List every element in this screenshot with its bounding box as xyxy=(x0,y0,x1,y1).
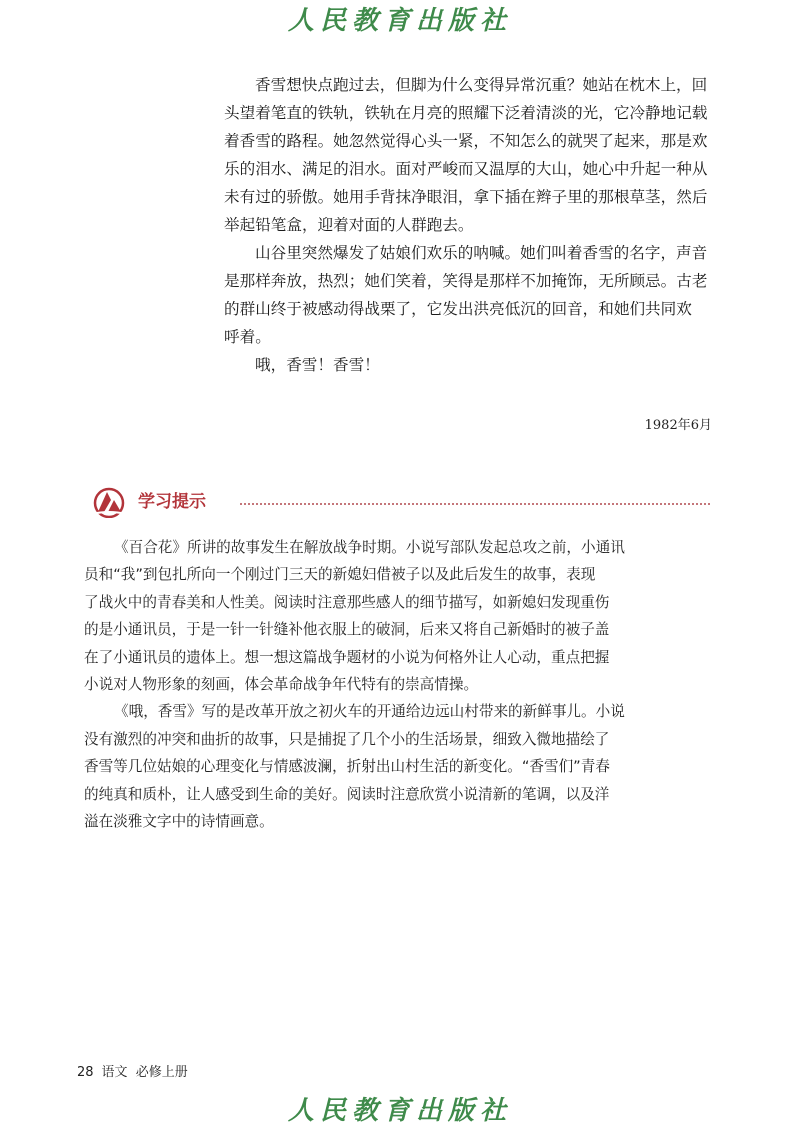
text-line: 了战火中的青春美和人性美。阅读时注意那些感人的细节描写，如新媳妇发现重伤 xyxy=(84,593,610,611)
page-number: 28 xyxy=(77,1065,94,1080)
text-line: 溢在淡雅文字中的诗情画意。 xyxy=(84,813,274,831)
study-tips-header xyxy=(90,486,710,520)
text-line: 小说对人物形象的刻画，体会革命战争年代特有的崇高情操。 xyxy=(84,676,479,694)
tips-paragraph xyxy=(84,698,716,835)
text-line: 是那样奔放，热烈；她们笑着，笑得是那样不加掩饰，无所顾忌。古老 xyxy=(224,272,708,290)
text-line: 呼着。 xyxy=(224,328,271,346)
text-line: 在了小通讯员的遗体上。想一想这篇战争题材的小说为何格外让人心动，重点把握 xyxy=(84,648,610,666)
tips-paragraph xyxy=(84,534,716,698)
study-tips-body xyxy=(84,534,716,835)
text-line: 的群山终于被感动得战栗了，它发出洪亮低沉的回音，和她们共同欢 xyxy=(224,300,692,318)
story-date: 1982年6月 xyxy=(644,418,712,433)
text-line: 没有激烈的冲突和曲折的故事，只是捕捉了几个小的生活场景，细致入微地描绘了 xyxy=(84,730,610,748)
text-line: 乐的泪水、满足的泪水。面对严峻而又温厚的大山，她心中升起一种从 xyxy=(224,160,708,178)
text-line: 香雪等几位姑娘的心理变化与情感波澜，折射出山村生活的新变化。“香雪们”青春 xyxy=(84,758,610,776)
study-tips-icon xyxy=(90,486,128,518)
story-excerpt xyxy=(224,71,720,379)
text-line: 着香雪的路程。她忽然觉得心头一紧，不知怎么的就哭了起来，那是欢 xyxy=(224,132,708,150)
text-line: 山谷里突然爆发了姑娘们欢乐的呐喊。她们叫着香雪的名字，声音 xyxy=(255,244,708,262)
text-line: 的纯真和质朴，让人感受到生命的美好。阅读时注意欣赏小说清新的笔调，以及洋 xyxy=(84,785,610,803)
text-line: 头望着笔直的铁轨，铁轨在月亮的照耀下泛着清淡的光，它冷静地记载 xyxy=(224,104,708,122)
study-tips-title: 学习提示 xyxy=(138,492,206,512)
text-line: 举起铅笔盒，迎着对面的人群跑去。 xyxy=(224,216,474,234)
story-paragraph xyxy=(224,239,720,351)
text-line: 的是小通讯员，于是一针一针缝补他衣服上的破洞，后来又将自己新婚时的被子盖 xyxy=(84,621,610,639)
text-line: 《百合花》所讲的故事发生在解放战争时期。小说写部队发起总攻之前，小通讯 xyxy=(114,539,625,556)
text-line: 未有过的骄傲。她用手背抹净眼泪，拿下插在辫子里的那根草茎，然后 xyxy=(224,188,708,206)
story-paragraph xyxy=(224,71,720,239)
book-title: 语文 必修上册 xyxy=(101,1065,188,1080)
page-footer xyxy=(77,1064,188,1082)
text-line: 《哦，香雪》写的是改革开放之初火车的开通给边远山村带来的新鲜事儿。小说 xyxy=(114,703,625,721)
publisher-logo-top: 人民教育出版社 xyxy=(287,6,512,36)
text-line: 哦，香雪！香雪！ xyxy=(255,356,380,374)
text-line: 香雪想快点跑过去，但脚为什么变得异常沉重？她站在枕木上，回 xyxy=(255,76,708,94)
story-paragraph xyxy=(224,351,720,379)
publisher-logo-bottom: 人民教育出版社 xyxy=(287,1096,512,1126)
text-line: 员和“我”到包扎所向一个刚过门三天的新媳妇借被子以及此后发生的故事，表现 xyxy=(84,566,596,584)
dotted-divider xyxy=(240,503,710,505)
